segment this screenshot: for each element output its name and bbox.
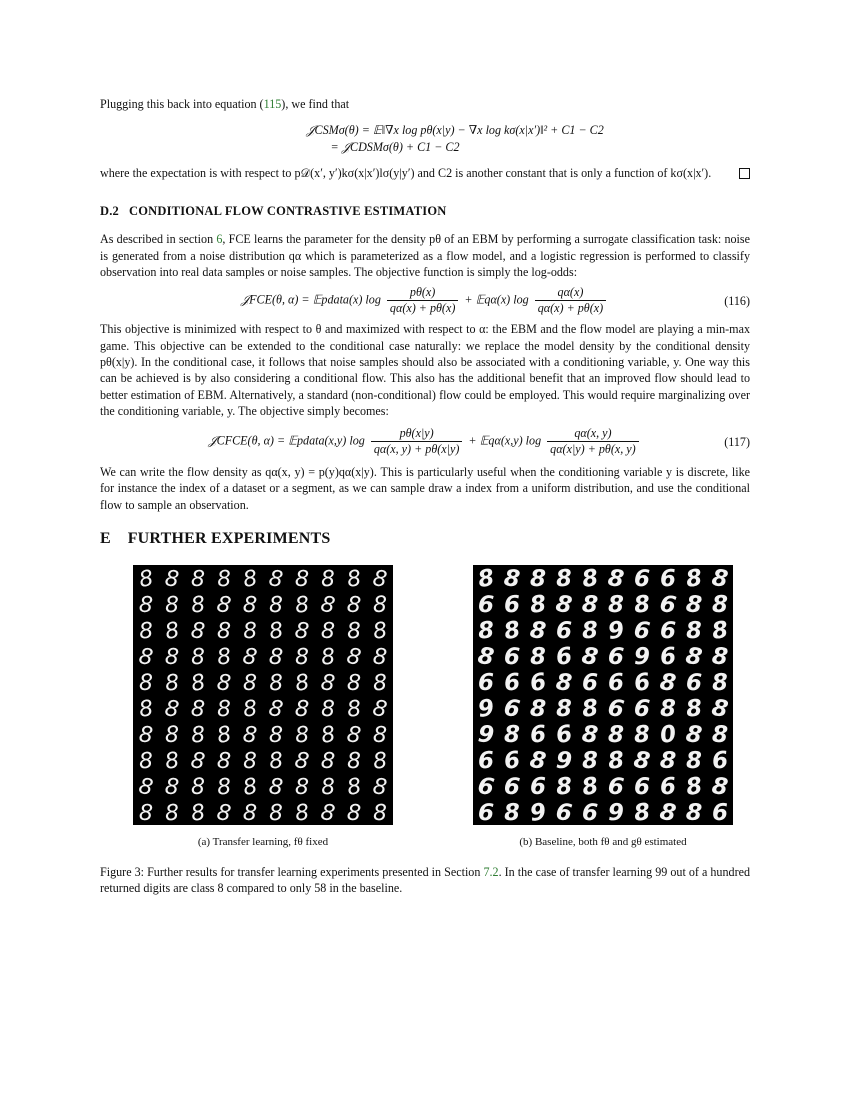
baseline-digit: 8 [555,696,573,723]
transfer-digit: 8 [345,566,363,594]
eq117-fraction-1 [371,427,463,456]
baseline-digit: 8 [554,773,574,801]
transfer-digit: 8 [371,748,389,775]
transfer-digit: 8 [216,748,232,775]
baseline-digit: 6 [581,799,599,826]
baseline-digit: 8 [553,591,574,620]
baseline-digit: 8 [633,721,651,749]
baseline-digit: 6 [657,591,678,620]
baseline-digit: 9 [607,800,625,826]
transfer-digit: 8 [371,644,388,671]
equation-csm-line1: 𝒥CSMσ(θ) = 𝔼‖∇x log pθ(x|y) − ∇x log kσ(x|x′)‖² + C1 − C2 [306,123,604,138]
figure-caption [100,864,750,897]
baseline-digit: 8 [684,565,704,594]
section-heading [100,531,750,547]
transfer-digit: 8 [215,722,234,750]
transfer-digit: 8 [241,722,259,749]
transfer-digit: 8 [216,619,232,645]
transfer-digit: 8 [268,644,284,671]
transfer-digit: 8 [190,722,207,749]
figure-caption-text-after: . In the case of transfer learning 99 out of a hundred returned digits are class 8 compared to only 58 in the baseline. [100,864,751,896]
transfer-digit: 8 [138,801,154,826]
baseline-digit: 6 [607,669,625,697]
eq116-fraction-1 [387,286,458,315]
baseline-digit: 8 [502,565,522,594]
flow-density-paragraph: We can write the flow density as qα(x, y) = p(y)qα(x|y). This is particularly useful when the conditioning variable y is discrete, like for instance the index of a dataset or a segment, as we can sample draw a index from a uniform distribution, and use the conditional flow to sample an observation. [100,465,750,512]
transfer-digit: 8 [266,696,285,724]
intro-text-after: ), we find that [281,97,350,111]
transfer-digit: 8 [163,748,181,776]
transfer-digit: 8 [138,618,155,645]
transfer-digit: 8 [242,592,258,619]
baseline-digit: 6 [633,695,651,723]
subsection-number: D.2 [100,204,120,219]
eq116-frac2-numerator: qα(x) [535,286,606,301]
transfer-digit: 8 [372,670,388,697]
transfer-digit: 8 [344,644,363,672]
subfigure-baseline [473,565,733,850]
baseline-digit: 8 [580,695,600,724]
baseline-digit: 6 [503,643,521,671]
baseline-digit: 8 [684,695,704,724]
section-7-2-link[interactable]: 7.2 [483,864,499,879]
section-title: FURTHER EXPERIMENTS [127,530,331,548]
baseline-digit: 8 [685,617,703,645]
transfer-digit: 8 [372,723,388,749]
transfer-digit: 8 [293,670,312,698]
eq116-frac1-numerator: pθ(x) [387,286,458,301]
baseline-digit: 6 [555,618,573,645]
baseline-digit: 8 [476,565,497,594]
equation-ref-link[interactable]: 115 [263,97,282,111]
transfer-digit: 8 [318,592,337,620]
baseline-digit: 8 [684,773,705,802]
transfer-digit: 8 [371,566,389,594]
equation-csm-line2: = 𝒥CDSMσ(θ) + C1 − C2 [330,139,460,154]
digit-grid-transfer [133,565,393,825]
transfer-digit: 8 [346,749,362,775]
transfer-digit: 8 [267,566,285,594]
baseline-digit: 6 [502,695,522,724]
baseline-digit: 6 [710,747,730,776]
baseline-digit: 8 [579,643,600,672]
eq117-frac1-numerator: pθ(x|y) [371,427,463,442]
baseline-digit: 9 [476,695,496,724]
transfer-digit: 8 [319,722,338,750]
transfer-digit: 8 [215,800,233,826]
baseline-digit: 6 [503,592,521,619]
baseline-digit: 9 [528,799,548,826]
baseline-digit: 0 [658,721,679,750]
transfer-digit: 8 [268,670,284,697]
baseline-digit: 8 [684,721,704,750]
baseline-digit: 6 [528,669,549,698]
transfer-digit: 8 [138,748,154,775]
minmax-paragraph: This objective is minimized with respect to θ and maximized with respect to α: the EBM and the flow model are playing a min-max game. This objective can be extended to the conditional case naturally: we replace the model density by the conditional density pθ(x|y). In the conditional case, it follows that noise samples should also be associated with a conditioning variable, y. One way this can be achieved is by also considering a conditional flow. This also has the additional benefit that an improved flow should lead to better estimation of EBM. Alternatively, a standard (non-conditional) flow could be employed. This would require marginalizing over the conditioning variable, y. The objective simply becomes: [100,322,750,418]
baseline-digit: 6 [554,643,574,672]
baseline-digit: 6 [659,773,677,801]
transfer-digit: 8 [163,618,182,646]
baseline-digit: 8 [529,695,547,723]
transfer-digit: 8 [293,592,311,619]
baseline-digit: 8 [632,799,652,826]
transfer-digit: 8 [346,800,362,826]
transfer-digit: 8 [165,723,179,749]
baseline-digit: 6 [475,773,496,802]
transfer-digit: 8 [371,618,389,646]
baseline-digit: 9 [633,644,651,671]
transfer-digit: 8 [293,618,311,646]
baseline-digit: 8 [580,721,600,750]
transfer-digit: 8 [320,774,336,801]
baseline-digit: 6 [528,721,548,749]
baseline-digit: 8 [581,748,599,775]
baseline-digit: 8 [709,695,730,724]
baseline-digit: 8 [528,747,548,776]
transfer-digit: 8 [268,801,284,826]
baseline-digit: 6 [581,670,599,697]
baseline-digit: 8 [555,565,573,593]
baseline-digit: 8 [607,592,625,619]
baseline-digit: 8 [658,669,678,698]
equation-csm [100,122,750,155]
baseline-digit: 8 [529,566,547,593]
baseline-digit: 6 [477,670,495,697]
eq117-fraction-2 [547,427,639,456]
transfer-digit: 8 [163,696,181,724]
transfer-digit: 8 [137,566,156,594]
subsection-heading [100,203,750,219]
page-content [100,96,750,897]
baseline-digit: 6 [659,618,677,645]
baseline-digit: 8 [659,747,677,775]
baseline-digit: 8 [711,592,729,619]
eq117-frac2-numerator: qα(x, y) [547,427,639,442]
transfer-digit: 8 [137,696,155,724]
eq116-frac1-denominator: qα(x) + pθ(x) [389,301,456,316]
transfer-digit: 8 [292,748,311,776]
transfer-digit: 8 [214,592,233,620]
subsection-title: CONDITIONAL FLOW CONTRASTIVE ESTIMATION [129,204,447,219]
eq116-lhs: 𝒥FCE(θ, α) = 𝔼pdata(x) log [240,292,381,307]
transfer-digit: 8 [268,723,284,749]
transfer-digit: 8 [294,775,310,801]
baseline-digit: 8 [684,591,704,619]
eq116-middle: + 𝔼qα(x) log [464,292,529,307]
baseline-digit: 8 [607,722,625,749]
transfer-digit: 8 [267,618,286,646]
transfer-digit: 8 [320,619,336,645]
transfer-digit: 8 [189,670,208,698]
fce-paragraph [100,231,750,280]
figure-caption-text: Figure 3: Further results for transfer learning experiments presented in Section [100,864,484,879]
baseline-digit: 8 [476,617,496,645]
eq117-frac1-denominator: qα(x, y) + pθ(x|y) [373,442,460,457]
qed-box-icon [739,168,750,179]
baseline-digit: 8 [580,773,601,802]
baseline-digit: 6 [632,617,652,646]
equation-117 [100,427,750,456]
transfer-digit: 8 [242,618,258,645]
baseline-digit: 6 [685,670,703,697]
baseline-digit: 8 [710,643,730,671]
baseline-digit: 6 [633,566,651,593]
baseline-digit: 8 [581,617,599,645]
transfer-digit: 8 [371,774,389,802]
transfer-digit: 8 [319,644,337,671]
baseline-digit: 6 [658,643,678,672]
transfer-digit: 8 [373,593,387,619]
eq117-middle: + 𝔼qα(x,y) log [468,433,542,448]
transfer-digit: 8 [320,748,336,775]
transfer-digit: 8 [137,722,154,749]
transfer-digit: 8 [215,670,233,697]
baseline-digit: 6 [477,747,495,775]
transfer-digit: 8 [189,748,207,776]
subfigure-b-caption: (b) Baseline, both fθ and gθ estimated [519,835,687,848]
equation-number-117: (117) [724,434,750,449]
baseline-digit: 8 [710,617,730,646]
eq117-lhs: 𝒥CFCE(θ, α) = 𝔼pdata(x,y) log [208,433,365,448]
transfer-digit: 8 [294,696,310,723]
baseline-digit: 8 [529,644,547,671]
baseline-digit: 8 [502,617,523,646]
subfigure-a-caption: (a) Transfer learning, fθ fixed [197,835,329,848]
transfer-digit: 8 [216,774,233,801]
section-ref-link[interactable]: 6 [216,232,223,247]
eq116-fraction-2 [535,286,606,315]
transfer-digit: 8 [293,800,311,826]
subfigure-transfer-learning [133,565,393,850]
transfer-digit: 8 [345,774,364,802]
expectation-paragraph [100,165,750,181]
transfer-digit: 8 [267,774,285,801]
transfer-digit: 8 [139,671,153,697]
transfer-digit: 8 [163,566,181,593]
baseline-digit: 8 [503,722,521,749]
transfer-digit: 8 [137,644,155,672]
transfer-digit: 8 [138,592,154,619]
baseline-digit: 8 [606,747,626,776]
transfer-digit: 8 [345,592,362,619]
transfer-digit: 8 [191,775,205,801]
baseline-digit: 8 [683,643,704,672]
transfer-digit: 8 [240,644,259,672]
eq117-frac2-denominator: qα(x|y) + pθ(x, y) [550,442,636,457]
fce-text: As described in section [100,232,217,247]
transfer-digit: 8 [346,618,362,645]
transfer-digit: 8 [164,800,180,826]
baseline-digit: 6 [477,591,495,619]
baseline-digit: 6 [529,774,547,801]
baseline-digit: 8 [711,722,729,749]
transfer-digit: 8 [319,670,337,698]
baseline-digit: 8 [476,643,496,672]
transfer-digit: 8 [163,774,180,801]
transfer-digit: 8 [189,800,207,826]
baseline-digit: 8 [685,748,703,775]
transfer-digit: 8 [345,722,363,750]
transfer-digit: 8 [320,566,336,593]
transfer-digit: 8 [345,696,363,723]
baseline-digit: 6 [502,747,522,776]
transfer-digit: 8 [294,645,310,671]
transfer-digit: 8 [136,774,155,802]
transfer-digit: 8 [267,748,285,776]
transfer-digit: 8 [320,697,336,723]
transfer-digit: 8 [216,697,232,723]
baseline-digit: 8 [606,565,626,594]
baseline-digit: 6 [477,800,495,826]
transfer-digit: 8 [189,592,207,620]
transfer-digit: 8 [216,566,232,593]
baseline-digit: 8 [657,799,678,826]
transfer-digit: 8 [215,644,233,672]
baseline-digit: 8 [710,565,730,594]
baseline-digit: 8 [711,669,729,697]
transfer-digit: 8 [372,801,388,826]
transfer-digit: 8 [242,671,258,697]
baseline-digit: 6 [554,721,575,750]
baseline-digit: 9 [476,721,496,749]
expectation-text: where the expectation is with respect to p𝒟(x′, y′)kσ(x|x′)lσ(y|y′) and C2 is another constant that is only a function of kσ(x|x′). [100,165,712,180]
baseline-digit: 8 [528,591,548,620]
baseline-digit: 8 [685,799,703,826]
transfer-digit: 8 [318,800,337,826]
transfer-digit: 8 [164,644,180,671]
baseline-digit: 9 [555,747,573,775]
transfer-digit: 8 [190,645,206,671]
baseline-digit: 6 [502,773,522,801]
baseline-digit: 6 [605,695,626,724]
transfer-digit: 8 [242,800,258,826]
baseline-digit: 8 [632,591,652,620]
intro-text: Plugging this back into equation ( [100,97,264,111]
transfer-digit: 8 [268,593,284,619]
baseline-digit: 6 [502,669,522,697]
baseline-digit: 8 [710,773,730,802]
transfer-digit: 8 [294,722,310,749]
baseline-digit: 8 [503,799,521,826]
baseline-digit: 8 [631,747,652,776]
baseline-digit: 8 [528,617,548,646]
baseline-digit: 8 [581,591,599,619]
transfer-digit: 8 [189,618,207,645]
intro-paragraph [100,96,750,112]
transfer-digit: 8 [190,567,206,593]
transfer-digit: 8 [190,696,206,723]
section-letter: E [100,530,111,548]
equation-number-116: (116) [724,293,750,308]
baseline-digit: 8 [580,565,601,594]
baseline-digit: 6 [554,799,574,826]
baseline-digit: 6 [606,773,626,802]
baseline-digit: 9 [606,617,627,646]
baseline-digit: 8 [659,696,677,723]
equation-116 [100,286,750,315]
transfer-digit: 8 [164,670,181,697]
transfer-digit: 8 [164,593,180,619]
transfer-digit: 8 [294,567,310,593]
baseline-digit: 6 [633,774,651,801]
transfer-digit: 8 [241,774,260,802]
eq116-frac2-denominator: qα(x) + pθ(x) [537,301,604,316]
digit-grid-baseline [473,565,733,825]
fce-text-after: , FCE learns the parameter for the density pθ of an EBM by performing a surrogate classification task: noise is generated from a noise distribution qα which is parameterized as a flow model, and a logistic regression is performed to classify observation into real data samples or noise samples. The objective function is simply the log-odds: [100,232,750,280]
baseline-digit: 8 [554,669,574,698]
transfer-digit: 8 [241,696,259,724]
transfer-digit: 8 [370,696,389,724]
transfer-digit: 8 [346,671,362,697]
transfer-digit: 8 [242,749,258,775]
transfer-digit: 8 [241,566,260,594]
baseline-digit: 6 [711,800,729,826]
baseline-digit: 6 [607,643,625,671]
baseline-digit: 6 [659,565,677,593]
figure-3 [133,565,733,850]
baseline-digit: 6 [632,669,653,698]
